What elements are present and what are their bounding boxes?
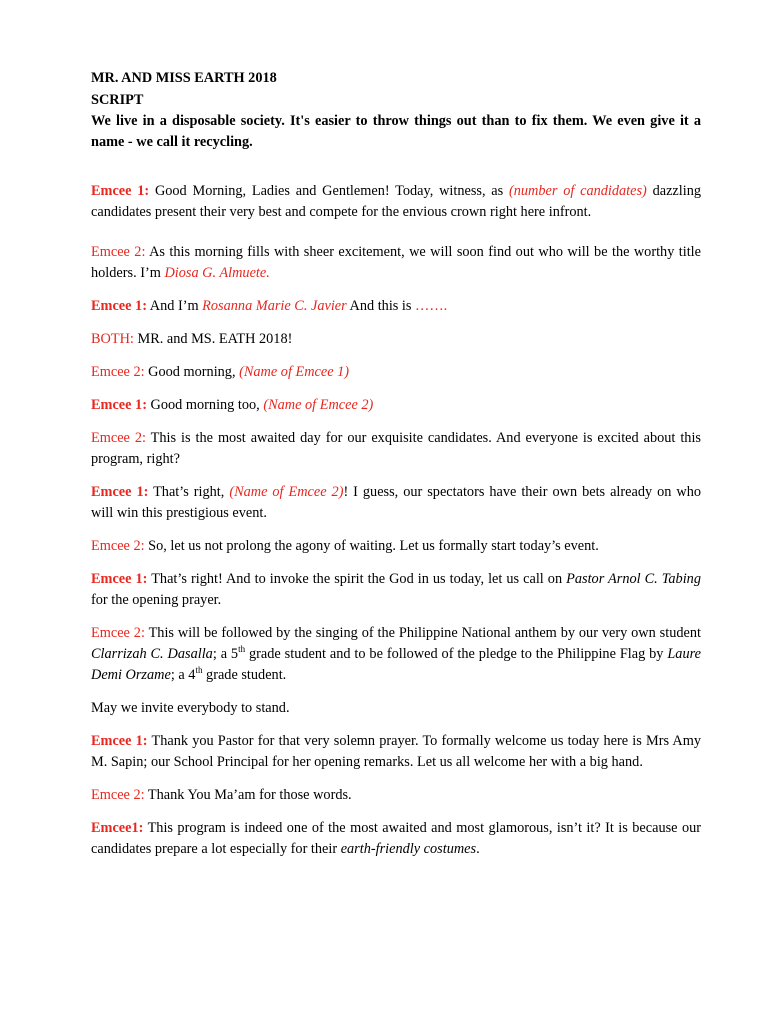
line-text: May we invite everybody to stand.: [91, 700, 290, 716]
script-line-5: [91, 362, 701, 383]
student-name: Clarrizah C. Dasalla: [91, 646, 213, 662]
script-line-4: [91, 329, 701, 350]
speaker-label: Emcee 1:: [91, 397, 147, 413]
placeholder-text: (Name of Emcee 2): [263, 397, 374, 413]
speaker-label: Emcee 2:: [91, 538, 145, 554]
line-text: ; a 5: [212, 646, 239, 662]
emcee-name: Rosanna Marie C. Javier: [202, 298, 347, 314]
line-text: That’s right! And to invoke the spirit the God in us today, let us call on: [147, 571, 567, 587]
line-text: As this morning fills with sheer excitement, we will soon find out who will be the worthy title holders. I’m: [91, 244, 701, 281]
placeholder-text: (Name of Emcee 2): [229, 484, 344, 500]
speaker-label: Emcee 1:: [91, 571, 148, 587]
script-line-12: [91, 698, 701, 719]
line-text: Thank You Ma’am for those words.: [144, 787, 352, 803]
speaker-label: BOTH:: [91, 331, 134, 347]
line-text: dazzling candidates present their very best and compete for the envious crown right here infront.: [91, 183, 702, 220]
script-line-8: [91, 482, 701, 524]
line-text: And this is: [346, 298, 416, 314]
line-text: This will be followed by the singing of the Philippine National anthem by our very own student: [144, 625, 701, 641]
opening-quote: We live in a disposable society. It's easier to throw things out than to fix them. We even give it a name - we call it recycling.: [91, 113, 701, 150]
line-text: Thank you Pastor for that very solemn prayer. To formally welcome us today here is Mrs Amy M. Sapin; our School Principal for her opening remarks. Let us all welcome her with a big hand.: [91, 733, 702, 770]
script-body: [91, 67, 701, 860]
line-text: ! I guess, our spectators have their own bets already on who will win this prestigious event.: [91, 484, 701, 521]
script-line-7: [91, 428, 701, 470]
line-text: Good morning too,: [146, 397, 264, 413]
speaker-label: Emcee 1:: [91, 298, 147, 314]
script-line-13: [91, 731, 701, 773]
speaker-label: Emcee 1:: [91, 183, 150, 199]
speaker-label: Emcee 2:: [91, 625, 145, 641]
script-line-15: [91, 818, 701, 860]
script-line-10: [91, 569, 701, 611]
speaker-label: Emcee 2:: [91, 244, 146, 260]
line-text: So, let us not prolong the agony of waiting. Let us formally start today’s event.: [144, 538, 599, 554]
speaker-label: Emcee 1:: [91, 733, 148, 749]
script-line-2: [91, 242, 701, 284]
script-line-9: [91, 536, 701, 557]
pastor-name: Pastor Arnol C. Tabing: [566, 571, 701, 587]
line-text: This program is indeed one of the most awaited and most glamorous, isn’t it? It is because our candidates prepare a lot especially for their: [91, 820, 701, 857]
doc-title-line1: MR. AND MISS EARTH 2018: [91, 70, 277, 86]
line-text: That’s right,: [148, 484, 230, 500]
line-text: And I’m: [146, 298, 203, 314]
line-text: Good morning,: [144, 364, 240, 380]
emphasis-text: earth-friendly costumes: [340, 841, 477, 857]
script-line-14: [91, 785, 701, 806]
script-line-3: [91, 296, 701, 317]
script-line-11: [91, 623, 701, 686]
script-line-1: [91, 181, 701, 223]
line-text: grade student.: [202, 667, 287, 683]
line-text: Good Morning, Ladies and Gentlemen! Today, witness, as: [149, 183, 509, 199]
line-text: grade student and to be followed of the pledge to the Philippine Flag by: [245, 646, 668, 662]
speaker-label: Emcee 2:: [91, 787, 145, 803]
line-text: .: [476, 841, 480, 857]
placeholder-text: (number of candidates): [509, 183, 647, 199]
speaker-label: Emcee 1:: [91, 484, 149, 500]
ordinal-suffix: th: [238, 644, 246, 655]
speaker-label: Emcee 2:: [91, 430, 146, 446]
script-line-6: [91, 395, 701, 416]
line-text: MR. and MS. EATH 2018!: [133, 331, 293, 347]
ellipsis-text: …….: [415, 298, 448, 314]
line-text: for the opening prayer.: [91, 592, 222, 608]
speaker-label: Emcee 2:: [91, 364, 145, 380]
emcee-name: Diosa G. Almuete.: [164, 265, 270, 281]
placeholder-text: (Name of Emcee 1): [239, 364, 350, 380]
speaker-label: Emcee1:: [91, 820, 144, 836]
student-name: Laure Demi Orzame: [91, 646, 701, 683]
doc-title-line2: SCRIPT: [91, 92, 144, 108]
line-text: ; a 4: [170, 667, 196, 683]
line-text: This is the most awaited day for our exquisite candidates. And everyone is excited about this program, right?: [91, 430, 701, 467]
ordinal-suffix: th: [195, 665, 203, 676]
